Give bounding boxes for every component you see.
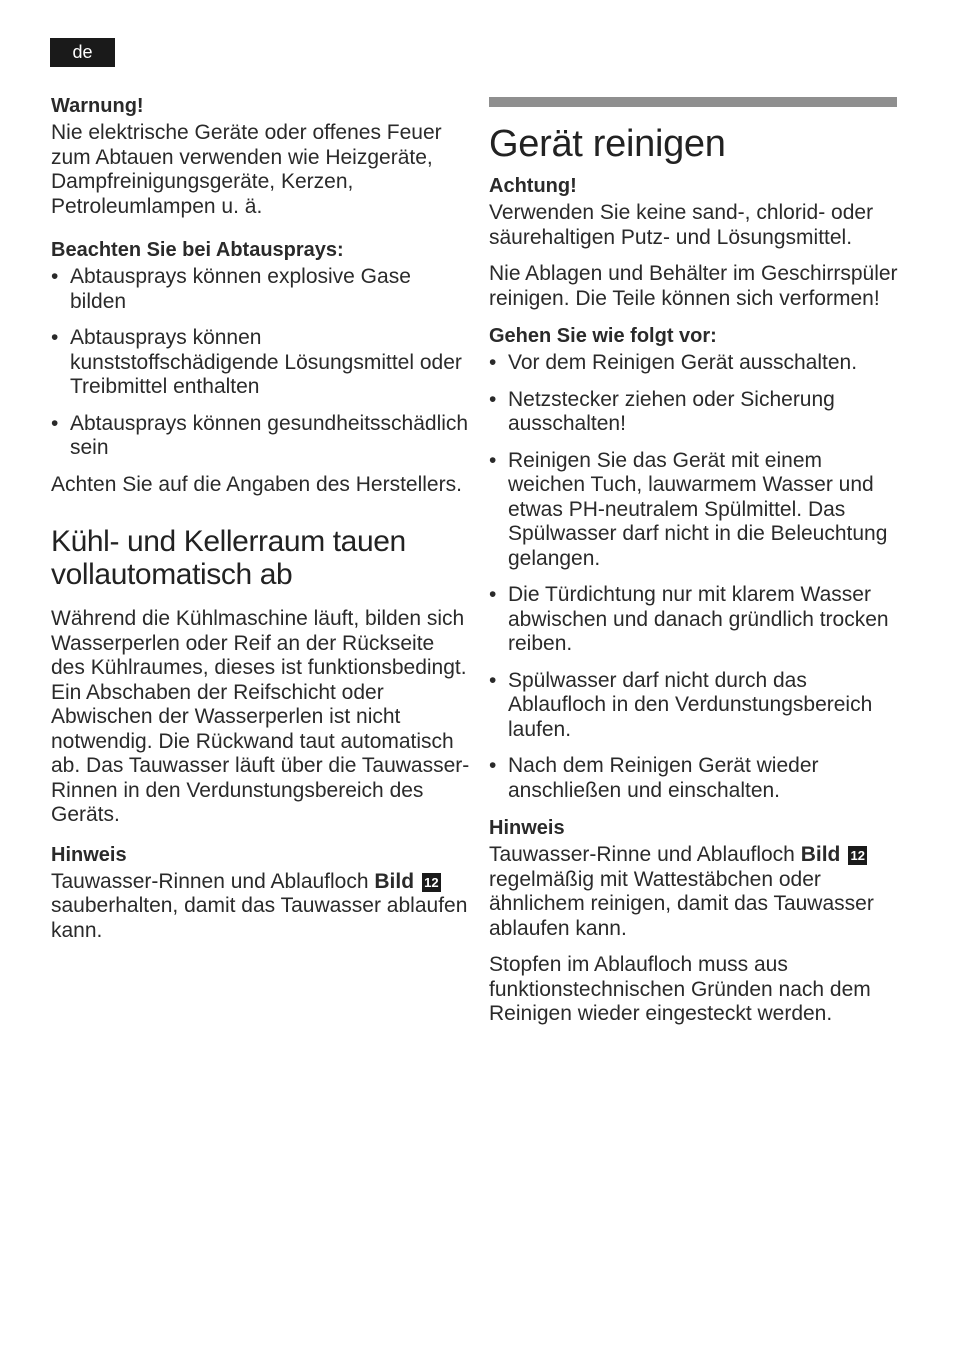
list-item: • Reinigen Sie das Gerät mit einem weichen Tuch, lauwarmem Wasser und etwas PH-neutralem Spülmittel. Das Spülwasser darf nicht in die Beleuchtung gelangen. [489, 449, 899, 572]
hint-label: Hinweis [489, 817, 565, 839]
steps-label: Gehen Sie wie folgt vor: [489, 325, 717, 347]
page-title: Gerät reinigen [489, 123, 726, 165]
hint-text-start: Tauwasser-Rinne und Ablaufloch [489, 843, 801, 866]
hint-text-end: regelmäßig mit Wattestäbchen oder ähnlichem reinigen, damit das Tauwasser ablaufen kann. [489, 867, 874, 940]
list-item: • Die Türdichtung nur mit klarem Wasser abwischen und danach gründlich trocken reiben. [489, 583, 899, 657]
hint-text-end: sauberhalten, damit das Tauwasser ablaufen kann. [51, 894, 468, 942]
plug-text: Stopfen im Ablaufloch muss aus funktionstechnischen Gründen nach dem Reinigen wieder eingesteckt werden. [489, 953, 871, 1025]
figure-number-badge: 12 [422, 873, 441, 892]
hint-text [489, 843, 899, 941]
list-item: • Spülwasser darf nicht durch das Ablaufloch in den Verdunstungsbereich laufen. [489, 669, 899, 743]
language-tag: de [50, 38, 115, 67]
list-item: • Nach dem Reinigen Gerät wieder anschließen und einschalten. [489, 754, 899, 803]
caution-text: Verwenden Sie keine sand-, chlorid- oder säurehaltigen Putz- und Lösungsmittel. [489, 201, 874, 249]
spray-label: Beachten Sie bei Abtausprays: [51, 239, 344, 261]
list-item: • Vor dem Reinigen Gerät ausschalten. [489, 351, 899, 376]
list-item: • Netzstecker ziehen oder Sicherung ausschalten! [489, 388, 899, 437]
right-column [489, 97, 899, 1039]
defrost-text: Während die Kühlmaschine läuft, bilden sich Wasserperlen oder Reif an der Rückseite des Kühlraumes, dieses ist funktionsbedingt. Ein Abschaben der Reifschicht oder Abwischen der Wasserperlen ist nicht notwendig. Die Rückwand taut automatisch ab. Das Tauwasser läuft über die Tauwasser-Rinnen in den Verdunstungsbereich des Geräts. [51, 607, 470, 826]
steps-list [489, 351, 899, 803]
hint-label: Hinweis [51, 843, 127, 866]
figure-reference: Bild [374, 869, 415, 893]
list-item: • Abtausprays können explosive Gase bilden [51, 265, 471, 314]
dishwasher-text: Nie Ablagen und Behälter im Geschirrspüler reinigen. Die Teile können sich verformen! [489, 262, 898, 310]
spray-list [51, 265, 471, 461]
manufacturer-note: Achten Sie auf die Angaben des Herstellers. [51, 472, 462, 496]
hint-text-start: Tauwasser-Rinnen und Ablaufloch [51, 869, 375, 893]
left-column [51, 93, 471, 955]
warning-label: Warnung! [51, 95, 144, 117]
caution-label: Achtung! [489, 175, 577, 197]
section-divider [489, 97, 897, 107]
section-heading-defrost: Kühl- und Kellerraum tauen vollautomatisch ab [51, 525, 406, 591]
warning-text: Nie elektrische Geräte oder offenes Feuer zum Abtauen verwenden wie Heizgeräte, Dampfreinigungsgeräte, Kerzen, Petroleumlampen u. ä. [51, 121, 442, 218]
figure-reference: Bild [800, 843, 841, 866]
hint-text [51, 870, 471, 944]
list-item: • Abtausprays können gesundheitsschädlich sein [51, 412, 471, 461]
list-item: • Abtausprays können kunststoffschädigende Lösungsmittel oder Treibmittel enthalten [51, 326, 471, 400]
figure-number-badge: 12 [848, 846, 867, 865]
